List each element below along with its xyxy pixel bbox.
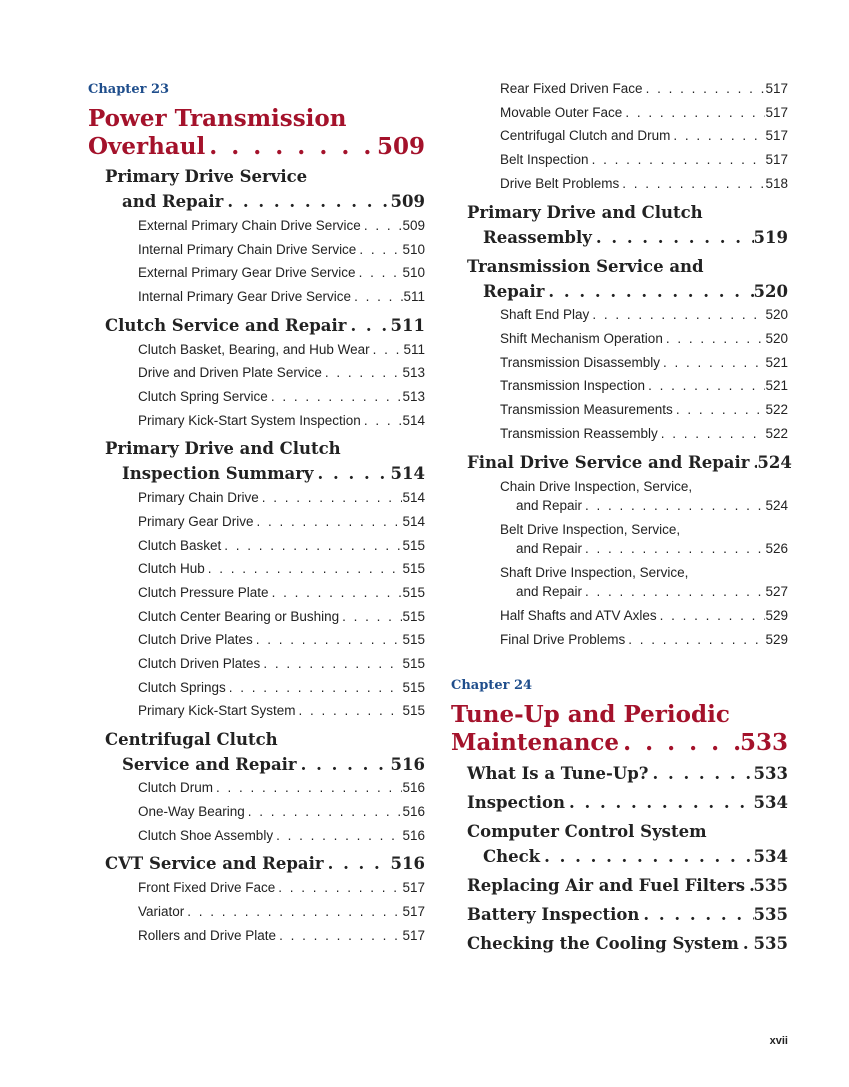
section-heading[interactable]: Primary Drive and Clutch xyxy=(105,439,341,458)
leader-dots xyxy=(297,754,391,776)
page-number: 515 xyxy=(402,609,425,624)
leader-dots xyxy=(275,879,402,897)
entry-title: Clutch Spring Service xyxy=(138,389,268,404)
leader-dots xyxy=(223,191,390,213)
page-number: 520 xyxy=(753,282,788,301)
section-title: Clutch Service and Repair xyxy=(105,316,347,335)
page-number: 515 xyxy=(402,632,425,647)
entry-title: Clutch Pressure Plate xyxy=(138,585,269,600)
page-number: 535 xyxy=(753,876,788,895)
page-number: 517 xyxy=(765,152,788,167)
toc-entry[interactable] xyxy=(88,679,425,697)
entry-title: Rollers and Drive Plate xyxy=(138,928,277,943)
toc-entry[interactable] xyxy=(451,425,788,443)
section-title: Checking the Cooling System xyxy=(467,934,739,953)
leader-dots xyxy=(544,281,753,303)
entry-title: External Primary Gear Drive Service xyxy=(138,265,356,280)
toc-entry[interactable] xyxy=(451,607,788,625)
section-heading-line2[interactable] xyxy=(451,227,788,249)
section-heading[interactable]: Primary Drive Service xyxy=(105,167,308,186)
leader-dots xyxy=(254,513,403,531)
page-number: 520 xyxy=(765,331,788,346)
entry-title: Transmission Disassembly xyxy=(500,355,661,370)
toc-entry[interactable] xyxy=(88,879,425,897)
entry-title: External Primary Chain Drive Service xyxy=(138,218,361,233)
page-number: 517 xyxy=(765,128,788,143)
page-number: 535 xyxy=(753,905,788,924)
toc-entry-line1[interactable]: Shaft Drive Inspection, Service, xyxy=(500,565,689,580)
leader-dots xyxy=(273,827,402,845)
leader-dots xyxy=(582,497,765,515)
leader-dots xyxy=(253,631,403,649)
toc-entry[interactable] xyxy=(88,655,425,673)
leader-dots xyxy=(643,80,766,98)
entry-title: Clutch Shoe Assembly xyxy=(138,828,274,843)
toc-entry[interactable] xyxy=(451,631,788,649)
page-number: 513 xyxy=(402,389,425,404)
toc-entry[interactable] xyxy=(451,306,788,324)
page-number: 510 xyxy=(402,242,425,257)
entry-title: Internal Primary Gear Drive Service xyxy=(138,289,352,304)
page-number: 529 xyxy=(765,608,788,623)
entry-title: One-Way Bearing xyxy=(138,804,245,819)
section-heading[interactable] xyxy=(88,315,425,337)
leader-dots xyxy=(745,875,753,897)
page-number: 519 xyxy=(753,228,788,247)
leader-dots xyxy=(582,540,765,558)
entry-title: Transmission Inspection xyxy=(500,378,646,393)
page-number: 524 xyxy=(765,498,788,513)
leader-dots xyxy=(639,904,753,926)
leader-dots xyxy=(619,730,740,756)
section-title: Inspection xyxy=(467,793,565,812)
entry-title: Clutch Hub xyxy=(138,561,205,576)
toc-entry[interactable] xyxy=(88,584,425,602)
page-number: 533 xyxy=(753,764,788,783)
leader-dots xyxy=(314,463,391,485)
toc-entry[interactable] xyxy=(451,377,788,395)
section-title: CVT Service and Repair xyxy=(105,854,324,873)
leader-dots xyxy=(226,679,403,697)
leader-dots xyxy=(205,134,377,160)
page-number: 514 xyxy=(402,413,425,428)
chapter-23-title-line2[interactable] xyxy=(88,134,425,160)
toc-entry[interactable] xyxy=(451,175,788,193)
toc-entry[interactable] xyxy=(451,80,788,98)
section-title: Repair xyxy=(483,282,545,301)
entry-title: and Repair xyxy=(516,541,583,556)
toc-entry[interactable] xyxy=(88,412,425,430)
section-title: Check xyxy=(483,847,541,866)
leader-dots xyxy=(356,241,402,259)
toc-entry[interactable] xyxy=(451,401,788,419)
entry-title: Clutch Center Bearing or Bushing xyxy=(138,609,340,624)
leader-dots xyxy=(625,631,765,649)
page-number: 522 xyxy=(765,426,788,441)
page-number: 529 xyxy=(765,632,788,647)
chapter-23-label: Chapter 23 xyxy=(88,82,170,97)
entry-title: Clutch Basket xyxy=(138,538,222,553)
leader-dots xyxy=(339,608,402,626)
leader-dots xyxy=(619,175,765,193)
chapter-24-title[interactable]: Tune-Up and Periodic xyxy=(451,701,730,728)
page-number: 514 xyxy=(402,514,425,529)
leader-dots xyxy=(361,217,403,235)
leader-dots xyxy=(269,584,403,602)
page-number: 515 xyxy=(402,585,425,600)
section-title: What Is a Tune-Up? xyxy=(467,764,649,783)
toc-entry-line1[interactable]: Chain Drive Inspection, Service, xyxy=(500,479,693,494)
page-number: 511 xyxy=(403,289,425,304)
entry-title: Clutch Drum xyxy=(138,780,214,795)
page-number: 515 xyxy=(402,656,425,671)
entry-title: Primary Kick-Start System Inspection xyxy=(138,413,361,428)
page-folio: xvii xyxy=(769,1035,788,1047)
toc-entry[interactable] xyxy=(88,702,425,720)
section-heading[interactable] xyxy=(451,933,788,955)
page-number: 533 xyxy=(739,729,788,756)
entry-title: Clutch Drive Plates xyxy=(138,632,253,647)
entry-title: Primary Chain Drive xyxy=(138,490,259,505)
leader-dots xyxy=(260,655,402,673)
entry-title: Shaft End Play xyxy=(500,307,590,322)
leader-dots xyxy=(663,330,766,348)
page-number: 515 xyxy=(402,561,425,576)
page-number: 517 xyxy=(402,928,425,943)
toc-entry[interactable] xyxy=(88,803,425,821)
page-number: 527 xyxy=(765,584,788,599)
entry-title: and Repair xyxy=(516,498,583,513)
entry-title: Drive and Driven Plate Service xyxy=(138,365,322,380)
entry-title: Movable Outer Face xyxy=(500,105,623,120)
page-number: 515 xyxy=(402,538,425,553)
page-number: 534 xyxy=(753,793,788,812)
page-number: 524 xyxy=(757,453,792,472)
leader-dots xyxy=(370,341,404,359)
entry-title: Transmission Reassembly xyxy=(500,426,658,441)
toc-entry[interactable] xyxy=(88,489,425,507)
leader-dots xyxy=(739,933,754,955)
section-heading-line2[interactable] xyxy=(88,754,425,776)
entry-title: Drive Belt Problems xyxy=(500,176,620,191)
entry-title: Variator xyxy=(138,904,185,919)
leader-dots xyxy=(324,853,391,875)
toc-entry-line2[interactable] xyxy=(451,583,788,601)
leader-dots xyxy=(589,151,766,169)
leader-dots xyxy=(660,354,765,372)
toc-entry[interactable] xyxy=(88,364,425,382)
chapter-24-title-line2[interactable] xyxy=(451,730,788,756)
leader-dots xyxy=(749,452,757,474)
chapter-title-text: Maintenance xyxy=(451,729,620,756)
page-number: 514 xyxy=(402,490,425,505)
page-number: 516 xyxy=(390,854,425,873)
section-heading[interactable]: Transmission Service and xyxy=(467,257,704,276)
page-number: 510 xyxy=(402,265,425,280)
section-heading[interactable]: Computer Control System xyxy=(467,822,707,841)
toc-entry[interactable] xyxy=(88,264,425,282)
toc-entry[interactable] xyxy=(88,217,425,235)
page-number: 514 xyxy=(390,464,425,483)
toc-entry[interactable] xyxy=(88,537,425,555)
entry-title: Half Shafts and ATV Axles xyxy=(500,608,657,623)
toc-entry-line2[interactable] xyxy=(451,497,788,515)
entry-title: and Repair xyxy=(516,584,583,599)
page-number: 516 xyxy=(402,804,425,819)
leader-dots xyxy=(540,846,753,868)
leader-dots xyxy=(670,127,765,145)
section-title: Service and Repair xyxy=(122,755,297,774)
page-number: 511 xyxy=(390,316,425,335)
page-number: 511 xyxy=(403,342,425,357)
section-title: and Repair xyxy=(122,192,224,211)
leader-dots xyxy=(673,401,766,419)
toc-entry[interactable] xyxy=(451,151,788,169)
page-number: 526 xyxy=(765,541,788,556)
toc-entry[interactable] xyxy=(451,104,788,122)
page-number: 520 xyxy=(765,307,788,322)
leader-dots xyxy=(565,792,754,814)
entry-title: Clutch Driven Plates xyxy=(138,656,261,671)
entry-title: Primary Kick-Start System xyxy=(138,703,296,718)
page-number: 515 xyxy=(402,703,425,718)
toc-entry-line1[interactable]: Belt Drive Inspection, Service, xyxy=(500,522,681,537)
toc-entry[interactable] xyxy=(88,388,425,406)
leader-dots xyxy=(268,388,403,406)
leader-dots xyxy=(648,763,753,785)
page-number: 535 xyxy=(753,934,788,953)
page-number: 515 xyxy=(402,680,425,695)
toc-entry[interactable] xyxy=(88,341,425,359)
toc-entry[interactable] xyxy=(88,560,425,578)
section-heading[interactable]: Centrifugal Clutch xyxy=(105,730,278,749)
leader-dots xyxy=(184,903,402,921)
toc-entry[interactable] xyxy=(451,330,788,348)
entry-title: Internal Primary Chain Drive Service xyxy=(138,242,357,257)
page-number: 516 xyxy=(402,780,425,795)
leader-dots xyxy=(582,583,765,601)
section-heading[interactable] xyxy=(451,792,788,814)
leader-dots xyxy=(622,104,765,122)
page-number: 509 xyxy=(376,133,425,160)
leader-dots xyxy=(592,227,754,249)
section-heading[interactable] xyxy=(451,452,792,474)
toc-entry[interactable] xyxy=(88,827,425,845)
section-heading[interactable] xyxy=(88,853,425,875)
entry-title: Rear Fixed Driven Face xyxy=(500,81,643,96)
page-number: 534 xyxy=(753,847,788,866)
leader-dots xyxy=(657,607,766,625)
page-number: 517 xyxy=(402,880,425,895)
page-number: 513 xyxy=(402,365,425,380)
page-number: 509 xyxy=(390,192,425,211)
leader-dots xyxy=(322,364,403,382)
section-title: Battery Inspection xyxy=(467,905,640,924)
section-heading[interactable] xyxy=(451,875,788,897)
chapter-23-title[interactable]: Power Transmission xyxy=(88,105,347,132)
section-heading-line2[interactable] xyxy=(451,281,788,303)
section-heading[interactable] xyxy=(451,763,788,785)
toc-entry[interactable] xyxy=(88,927,425,945)
section-title: Replacing Air and Fuel Filters xyxy=(467,876,746,895)
entry-title: Transmission Measurements xyxy=(500,402,673,417)
toc-entry[interactable] xyxy=(88,631,425,649)
page-number: 518 xyxy=(765,176,788,191)
leader-dots xyxy=(276,927,402,945)
toc-entry[interactable] xyxy=(88,608,425,626)
toc-entry[interactable] xyxy=(88,241,425,259)
toc-entry[interactable] xyxy=(451,127,788,145)
leader-dots xyxy=(589,306,765,324)
leader-dots xyxy=(351,288,403,306)
entry-title: Clutch Basket, Bearing, and Hub Wear xyxy=(138,342,370,357)
entry-title: Final Drive Problems xyxy=(500,632,626,647)
chapter-24-label: Chapter 24 xyxy=(451,678,533,693)
section-heading[interactable]: Primary Drive and Clutch xyxy=(467,203,703,222)
leader-dots xyxy=(361,412,403,430)
page-number: 517 xyxy=(765,81,788,96)
leader-dots xyxy=(645,377,765,395)
entry-title: Clutch Springs xyxy=(138,680,226,695)
page-number: 517 xyxy=(402,904,425,919)
entry-title: Centrifugal Clutch and Drum xyxy=(500,128,671,143)
toc-entry[interactable] xyxy=(88,513,425,531)
toc-entry-line2[interactable] xyxy=(451,540,788,558)
page-number: 517 xyxy=(765,105,788,120)
entry-title: Primary Gear Drive xyxy=(138,514,254,529)
page-number: 516 xyxy=(390,755,425,774)
leader-dots xyxy=(245,803,403,821)
section-title: Reassembly xyxy=(483,228,592,247)
section-title: Inspection Summary xyxy=(122,464,314,483)
toc-entry[interactable] xyxy=(88,903,425,921)
toc-entry[interactable] xyxy=(88,288,425,306)
leader-dots xyxy=(221,537,402,555)
entry-title: Shift Mechanism Operation xyxy=(500,331,663,346)
leader-dots xyxy=(213,779,402,797)
entry-title: Front Fixed Drive Face xyxy=(138,880,276,895)
section-heading[interactable] xyxy=(451,904,788,926)
page-number: 522 xyxy=(765,402,788,417)
toc-entry[interactable] xyxy=(88,779,425,797)
page-number: 509 xyxy=(402,218,425,233)
page-number: 516 xyxy=(402,828,425,843)
section-heading-line2[interactable] xyxy=(451,846,788,868)
leader-dots xyxy=(356,264,403,282)
leader-dots xyxy=(205,560,403,578)
leader-dots xyxy=(296,702,403,720)
leader-dots xyxy=(346,315,390,337)
toc-entry[interactable] xyxy=(451,354,788,372)
section-title: Final Drive Service and Repair xyxy=(467,453,750,472)
leader-dots xyxy=(259,489,403,507)
section-heading-line2[interactable] xyxy=(88,463,425,485)
chapter-title-text: Overhaul xyxy=(88,133,206,160)
page-number: 521 xyxy=(765,378,788,393)
section-heading-line2[interactable] xyxy=(88,191,425,213)
page-number: 521 xyxy=(765,355,788,370)
leader-dots xyxy=(658,425,766,443)
entry-title: Belt Inspection xyxy=(500,152,589,167)
